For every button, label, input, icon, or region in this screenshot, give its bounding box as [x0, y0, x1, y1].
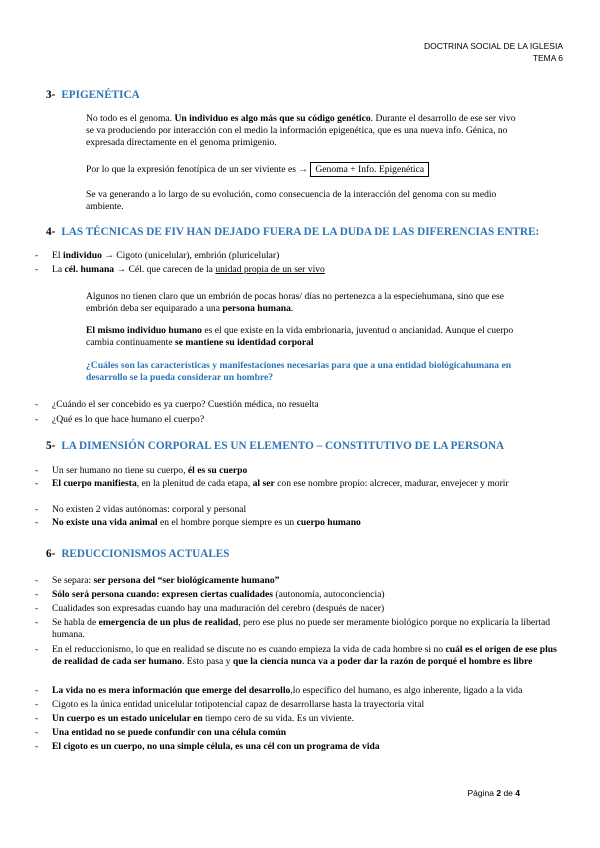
text-bold: cél. humana	[64, 264, 115, 275]
text-bold: al ser	[252, 478, 275, 489]
text-bold: ser persona del “ser biológicamente humano”	[93, 575, 280, 586]
page-footer	[468, 788, 521, 798]
text-bold: La vida no es mera información que emerge del desarrollo	[52, 685, 291, 696]
text: La	[52, 264, 65, 275]
text-bold: Sólo será persona cuando: expresen ciertas cualidades	[52, 589, 274, 600]
text: Página	[467, 788, 497, 798]
text-bold: El cuerpo manifiesta	[52, 478, 137, 489]
text: No existen 2 vidas autónomas: corporal y personal	[52, 504, 247, 515]
section-title: EPIGENÉTICA	[61, 89, 140, 101]
section-title: LAS TÉCNICAS DE FIV HAN DEJADO FUERA DE LA DUDA DE LAS DIFERENCIAS ENTRE:	[61, 226, 540, 238]
text: Un ser humano no tiene su cuerpo,	[52, 465, 188, 476]
text-underlined: unidad propia de un ser vivo	[215, 264, 325, 275]
text: en el hombre porque siempre es un	[157, 517, 297, 528]
text: → Cél. que carecen de la	[114, 264, 216, 275]
text-bold: él es su cuerpo	[187, 465, 248, 476]
section-3-heading	[46, 89, 140, 101]
formula-box: Genoma + Info. Epigenética	[310, 162, 429, 177]
text: Por lo que la expresión fenotípica de un ser viviente es →	[86, 164, 308, 175]
text: (autonomía, autoconciencia)	[273, 589, 385, 600]
text-bold: emergencia de un plus de realidad	[98, 617, 239, 628]
page-header	[424, 40, 563, 64]
section-6-heading	[46, 548, 229, 560]
text: tiempo cero de su vida. Es un viviente.	[202, 713, 355, 724]
text: ,lo específico del humano, es algo inherente, ligado a la vida	[290, 685, 523, 696]
text-bold: Un cuerpo es un estado unicelular en	[52, 713, 203, 724]
text: Se habla de	[52, 617, 99, 628]
text: ¿Qué es lo que hace humano el cuerpo?	[52, 414, 205, 425]
text-bold: El mismo individuo humano	[86, 325, 202, 336]
text: Se separa:	[52, 575, 94, 586]
text: ¿Cuándo el ser concebido es ya cuerpo? Cuestión médica, no resuelta	[52, 399, 319, 410]
section-title: REDUCCIONISMOS ACTUALES	[61, 548, 230, 560]
text: es el que existe en la vida embrionaria, juventud o ancianidad. Aunque el cuerpo cambia continuamente	[86, 325, 514, 348]
paragraph	[86, 325, 522, 349]
text-bold: No existe una vida animal	[52, 517, 158, 528]
text-bold: cuerpo humano	[296, 517, 361, 528]
section-number: 4-	[46, 226, 56, 238]
section-number: 6-	[46, 548, 56, 560]
text-bold: Un individuo es algo más que su código genético	[174, 113, 371, 124]
text: Cigoto es la única entidad unicelular totipotencial capaz de desarrollarse hasta la trayectoria vital	[52, 699, 425, 710]
text: , pero ese plus no puede ser meramente biológico porque no explicaría la libertad humana.	[52, 617, 551, 640]
text: Cualidades son expresadas cuando hay una maduración del cerebro (después de nacer)	[52, 603, 385, 614]
header-course: DOCTRINA SOCIAL DE LA IGLESIA	[423, 41, 563, 51]
text: .	[290, 303, 294, 314]
text: de	[501, 788, 516, 798]
paragraph	[86, 113, 522, 149]
text-bold: El cigoto es un cuerpo, no una simple célula, es una cél con un programa de vida	[52, 741, 380, 752]
text-bold: se mantiene su identidad corporal	[174, 337, 314, 348]
section-title: LA DIMENSIÓN CORPORAL ES UN ELEMENTO – CONSTITUTIVO DE LA PERSONA	[61, 440, 505, 452]
page-total: 4	[515, 788, 520, 798]
section-5-heading	[46, 440, 504, 452]
text-bold: que la ciencia nunca va a poder dar la razón de porqué el hombre es libre	[232, 656, 533, 667]
text-bold: cuál es el origen de ese plus de realidad de cada ser humano	[52, 644, 557, 667]
text: El	[52, 250, 63, 261]
text: ¿Cuáles son las características y manifestaciones necesarias para que a una entidad biológicahumana en desarrollo se la pueda considerar un hombre?	[86, 360, 512, 383]
question-highlight	[86, 360, 522, 384]
paragraph	[86, 189, 522, 213]
text: En el reduccionismo, lo que en realidad se discute no es cuando empieza la vida de cada hombre si no	[52, 644, 446, 655]
paragraph	[86, 291, 522, 315]
section-number: 3-	[46, 89, 56, 101]
text: con ese nombre propio: alcrecer, madurar, envejecer y morir	[274, 478, 509, 489]
text: No todo es el genoma.	[86, 113, 175, 124]
header-topic: TEMA 6	[532, 53, 563, 63]
text: , en la plenitud de cada etapa,	[136, 478, 253, 489]
text: Algunos no tienen claro que un embrión de pocas horas/ días no pertenezca a la especiehumana, sino que ese embrión deba ser equiparado a una	[86, 291, 504, 314]
text-bold: persona humana	[222, 303, 291, 314]
text-bold: individuo	[62, 250, 102, 261]
text: . Durante el desarrollo de ese ser vivo se va produciendo por interacción con el medio la información epigenética, que es una nueva info. Génica, no expresada directamente en el genoma primigenio.	[86, 113, 516, 148]
text: → Cigoto (unicelular), embrión (pluricelular)	[101, 250, 280, 261]
paragraph	[86, 164, 429, 176]
text: Se va generando a lo largo de su evolución, como consecuencia de la interacción del genoma con su medio ambiente.	[86, 189, 497, 212]
section-4-heading	[46, 226, 539, 238]
section-number: 5-	[46, 440, 56, 452]
text: . Esto pasa y	[181, 656, 233, 667]
page-number: 2	[496, 788, 502, 798]
text-bold: Una entidad no se puede confundir con una célula común	[52, 727, 287, 738]
